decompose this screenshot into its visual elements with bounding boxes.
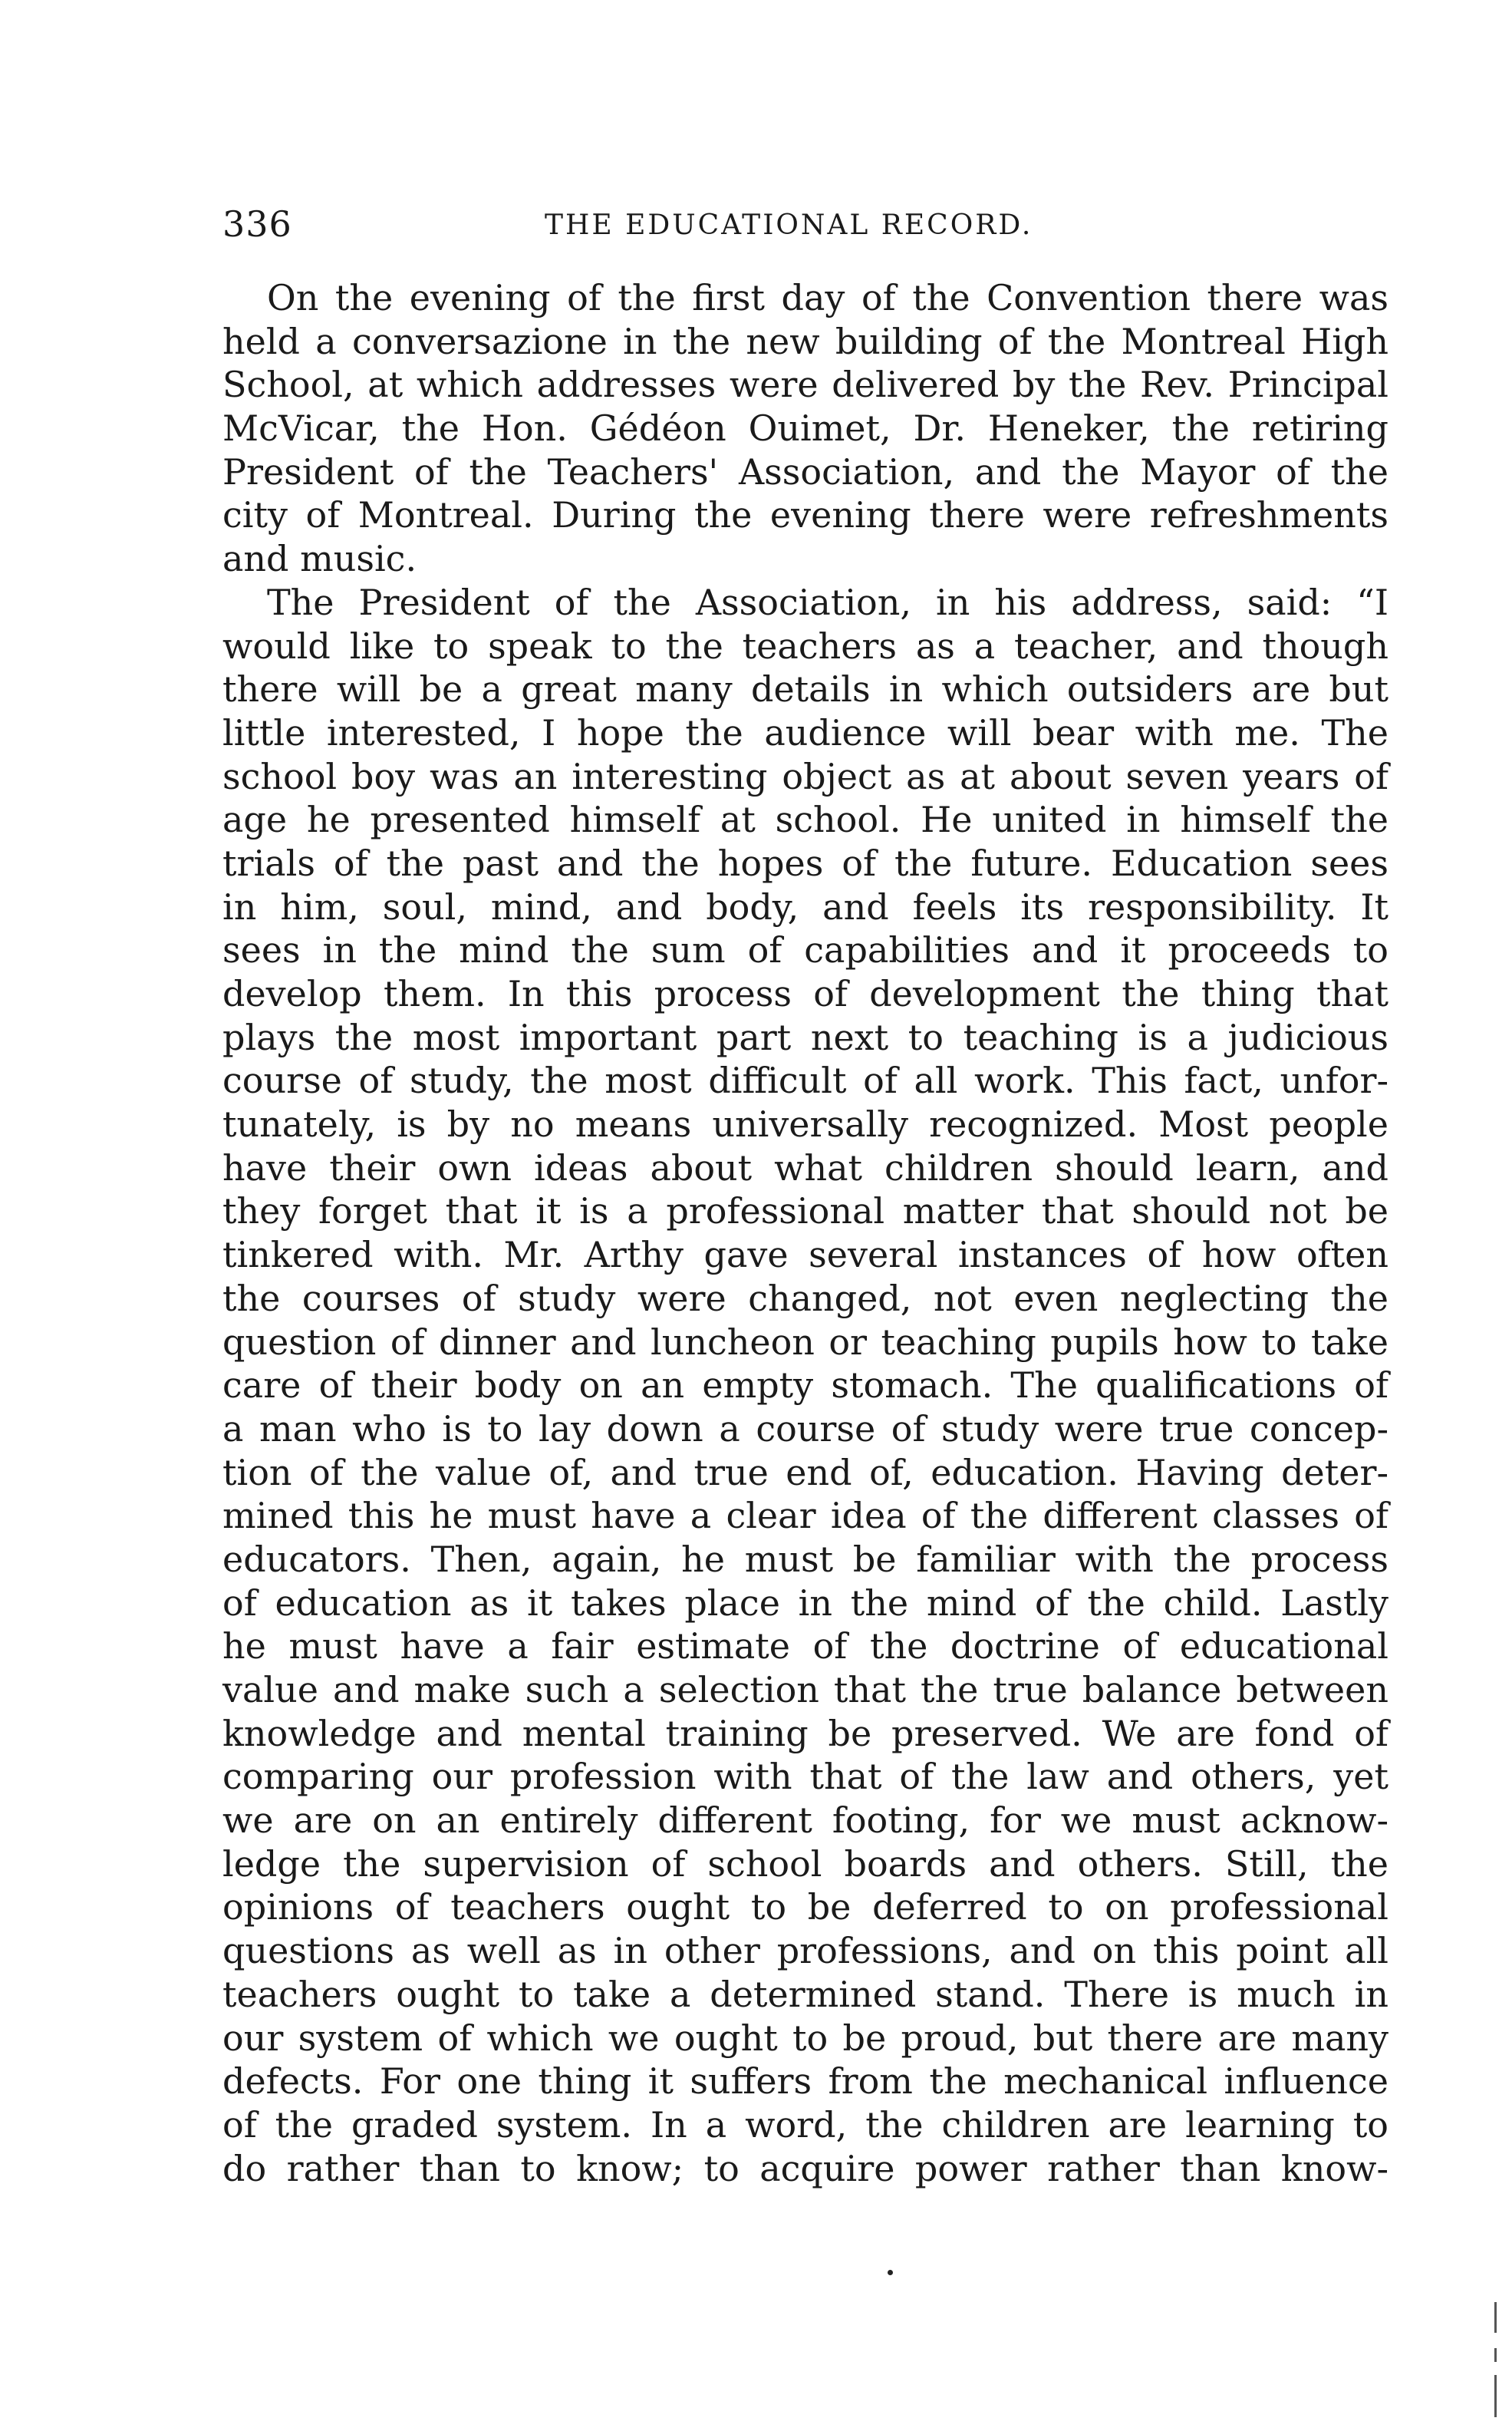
text-line: opinions of teachers ought to be deferred to on professional [222, 1886, 1388, 1928]
text-line: we are on an entirely different footing, for we must acknow- [222, 1799, 1388, 1842]
text-line: sees in the mind the sum of capabilities and it proceeds to [222, 929, 1388, 971]
text-line: course of study, the most difficult of all work. This fact, unfor- [222, 1060, 1388, 1102]
text-line: McVicar, the Hon. Gédéon Ouimet, Dr. Heneker, the retiring [222, 407, 1388, 450]
running-head [222, 201, 1388, 255]
text-line: would like to speak to the teachers as a teacher, and though [222, 625, 1388, 667]
text-line: The President of the Association, in his address, said: “I [267, 581, 1388, 623]
text-line: the courses of study were changed, not even neglecting the [222, 1277, 1388, 1319]
text-line: our system of which we ought to be proud, but there are many [222, 2017, 1388, 2059]
text-line: plays the most important part next to teaching is a judicious [222, 1016, 1388, 1058]
journal-title: THE EDUCATIONAL RECORD. [545, 209, 1033, 241]
text-line: ledge the supervision of school boards and others. Still, the [222, 1842, 1388, 1885]
text-line: trials of the past and the hopes of the future. Education sees [222, 842, 1388, 884]
text-line: tunately, is by no means universally recognized. Most people [222, 1103, 1388, 1146]
text-line: President of the Teachers' Association, and the Mayor of the [222, 450, 1388, 493]
text-line: questions as well as in other professions, and on this point all [222, 1930, 1388, 1972]
text-line: value and make such a selection that the true balance between [222, 1669, 1388, 1710]
page-edge-mark [1494, 2302, 1497, 2333]
text-line: On the evening of the first day of the Convention there was [267, 277, 1388, 318]
ink-dot [888, 2270, 893, 2275]
text-line: held a conversazione in the new building of the Montreal High [222, 320, 1388, 362]
text-line: of education as it takes place in the mind of the child. Lastly [222, 1582, 1388, 1624]
text-line: he must have a fair estimate of the doctrine of educational [222, 1625, 1388, 1667]
text-line: question of dinner and luncheon or teaching pupils how to take [222, 1321, 1388, 1363]
text-line: they forget that it is a professional matter that should not be [222, 1190, 1388, 1232]
page-edge-mark [1494, 2348, 1497, 2362]
text-line: little interested, I hope the audience will bear with me. The [222, 711, 1388, 754]
text-line: age he presented himself at school. He united in himself the [222, 799, 1388, 841]
text-line: care of their body on an empty stomach. The qualifications of [222, 1364, 1388, 1407]
body-text [222, 276, 1388, 2190]
text-line: have their own ideas about what children should learn, and [222, 1146, 1388, 1189]
text-line: of the graded system. In a word, the children are learning to [222, 2103, 1388, 2146]
text-line: defects. For one thing it suffers from the mechanical influence [222, 2060, 1388, 2103]
text-line: in him, soul, mind, and body, and feels its responsibility. It [222, 886, 1388, 928]
text-line: school boy was an interesting object as at about seven years of [222, 755, 1388, 797]
text-line: develop them. In this process of development the thing that [222, 973, 1388, 1014]
text-line: tinkered with. Mr. Arthy gave several instances of how often [222, 1234, 1388, 1276]
text-line: there will be a great many details in which outsiders are but [222, 668, 1388, 711]
text-line: city of Montreal. During the evening there were refreshments [222, 494, 1388, 536]
text-line: a man who is to lay down a course of study were true concep- [222, 1407, 1388, 1450]
text-line: do rather than to know; to acquire power rather than know- [222, 2147, 1388, 2189]
text-line: tion of the value of, and true end of, education. Having deter- [222, 1451, 1388, 1493]
text-line: knowledge and mental training be preserved. We are fond of [222, 1712, 1388, 1754]
page-edge-mark [1494, 2375, 1497, 2417]
text-line: and music. [222, 538, 417, 580]
text-line: comparing our profession with that of the law and others, yet [222, 1756, 1388, 1798]
text-line: mined this he must have a clear idea of the different classes of [222, 1495, 1388, 1537]
page-number: 336 [222, 203, 292, 245]
text-line: educators. Then, again, he must be familiar with the process [222, 1538, 1388, 1580]
text-line: teachers ought to take a determined stand. There is much in [222, 1973, 1388, 2015]
text-line: School, at which addresses were delivered by the Rev. Principal [222, 364, 1388, 406]
